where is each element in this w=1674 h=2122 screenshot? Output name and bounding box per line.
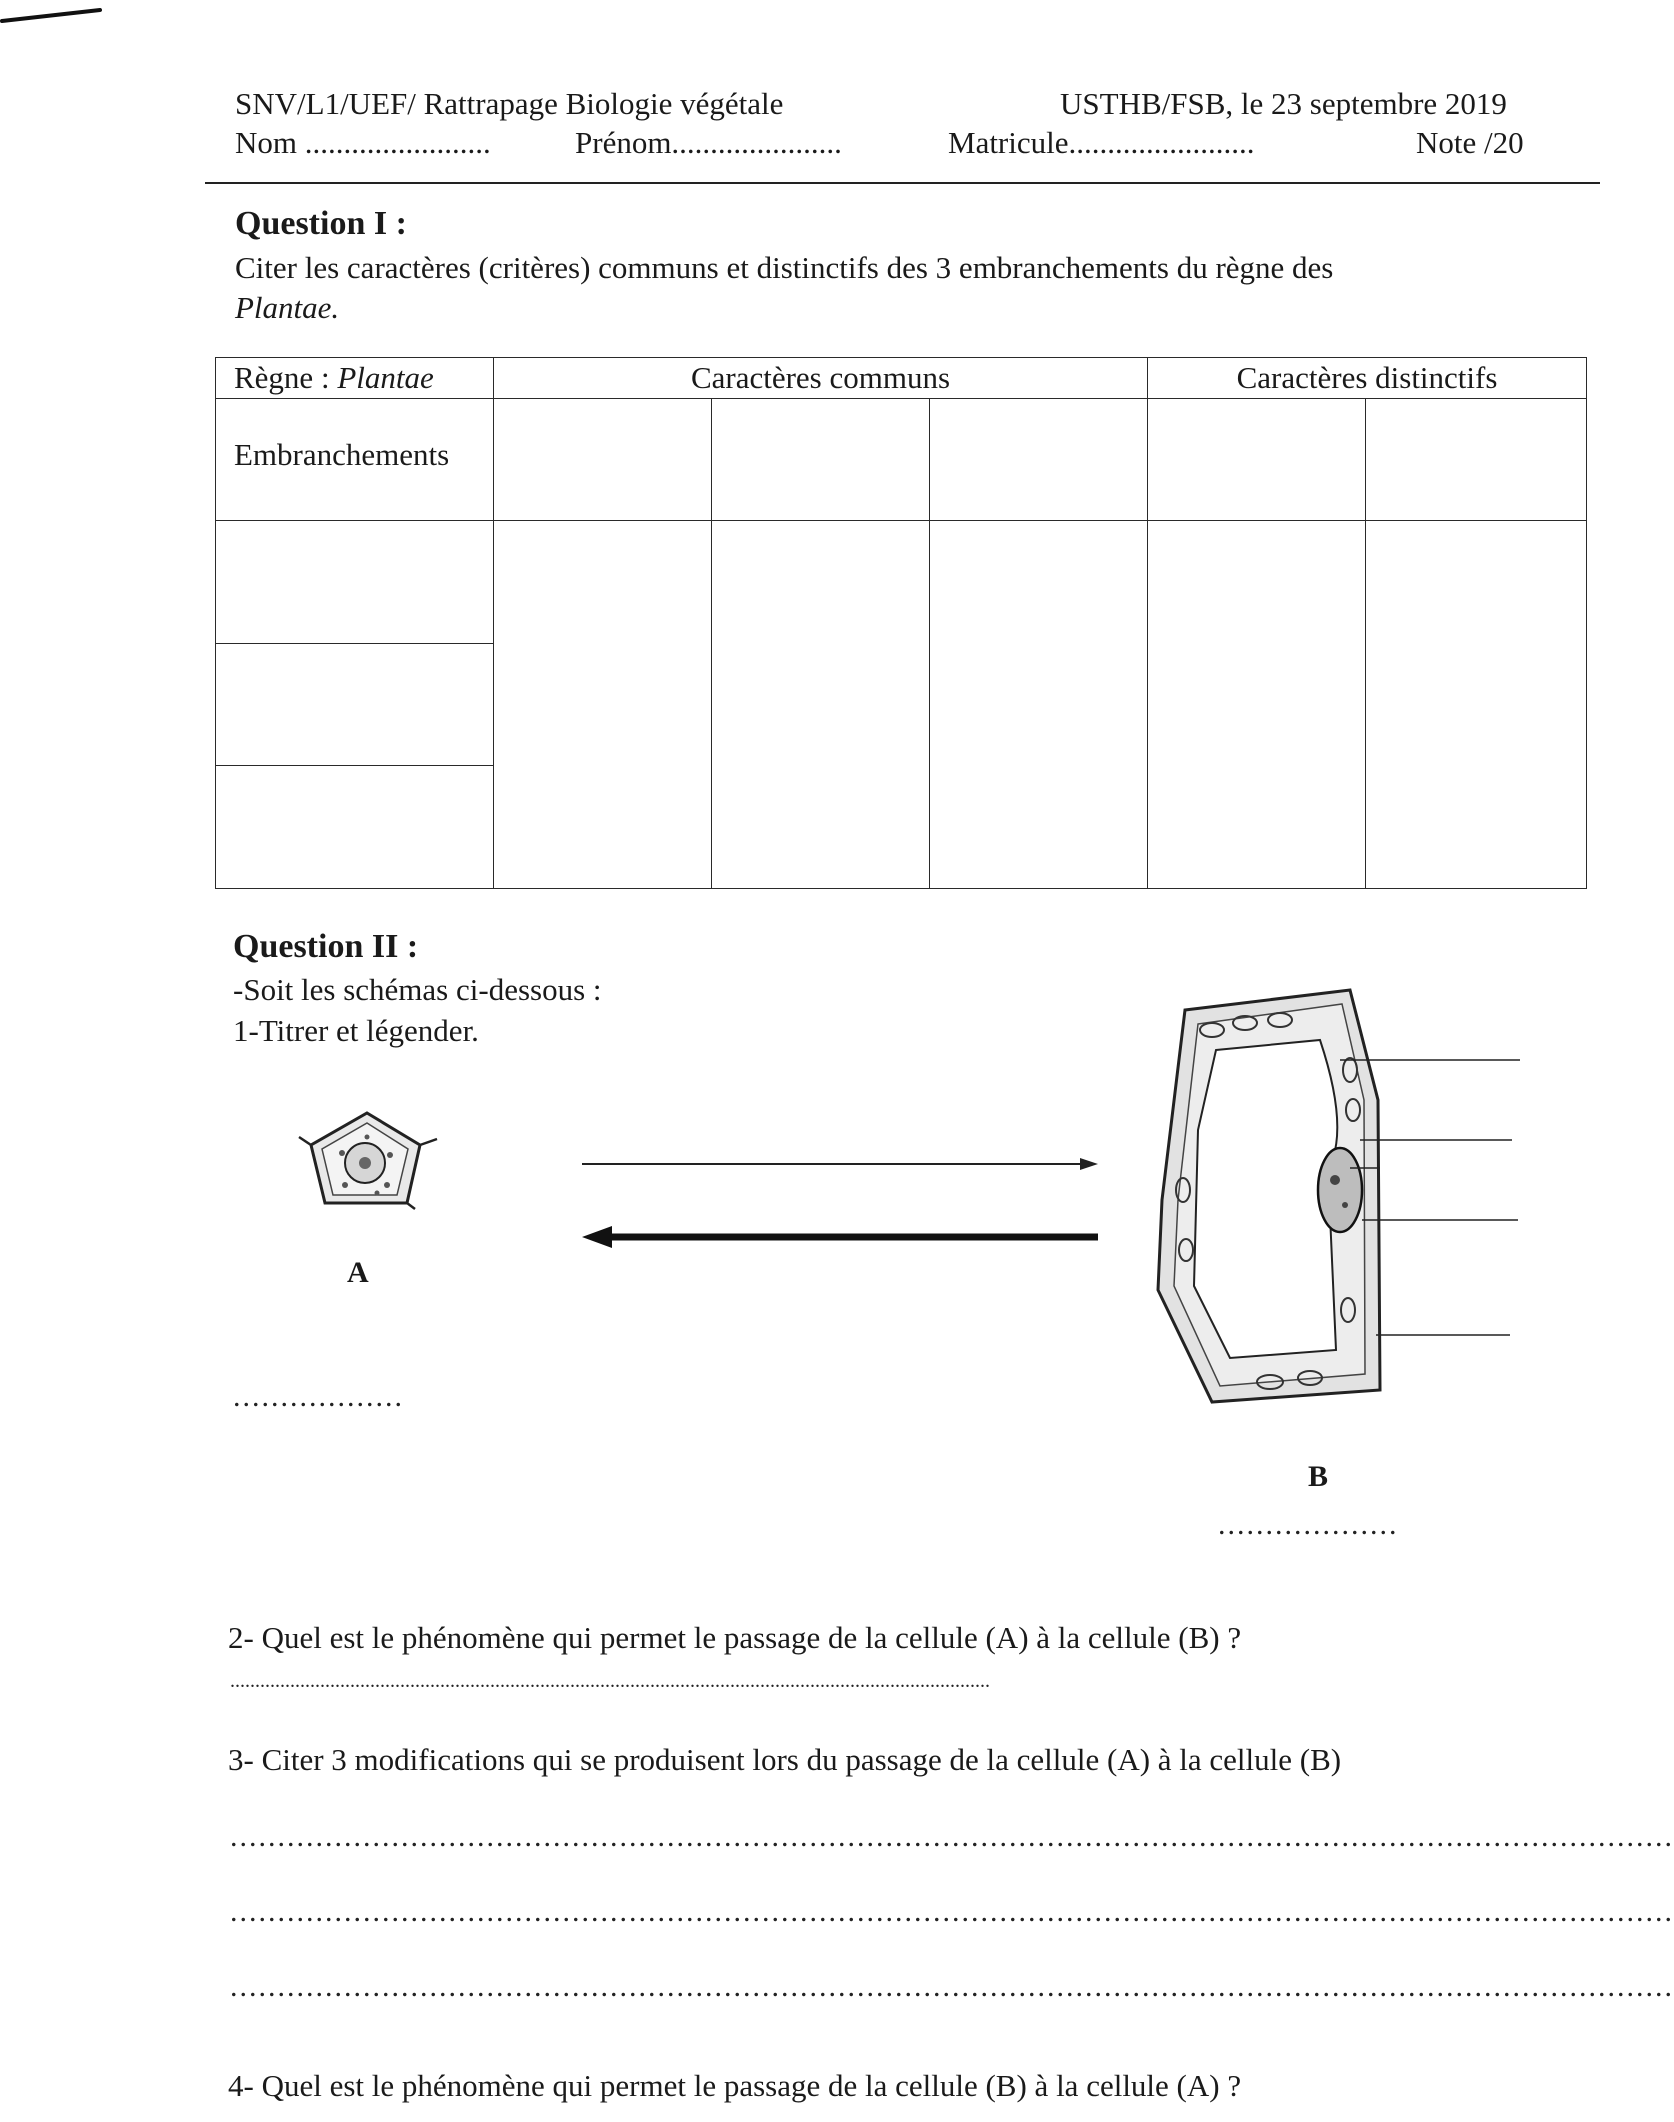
table-cell[interactable] bbox=[1366, 399, 1587, 521]
question-1-line-2: Plantae. bbox=[235, 290, 340, 325]
answer-line-q2[interactable]: ........................................................................................................................................................ bbox=[230, 1670, 990, 1692]
table-cell[interactable] bbox=[930, 399, 1148, 521]
table-cell[interactable] bbox=[494, 521, 712, 889]
question-2-2: 2- Quel est le phénomène qui permet le passage de la cellule (A) à la cellule (B) ? bbox=[228, 1620, 1242, 1655]
regne-label: Règne : bbox=[234, 360, 338, 395]
regne-cell bbox=[216, 358, 494, 399]
matricule-field: Matricule........................ bbox=[948, 125, 1255, 160]
prenom-field: Prénom...................... bbox=[575, 125, 842, 160]
pen-mark bbox=[0, 6, 105, 24]
embranchement-row-2[interactable] bbox=[216, 644, 493, 767]
embranchement-row-3[interactable] bbox=[216, 766, 493, 888]
embranchement-rows bbox=[216, 521, 494, 889]
plantae-table bbox=[215, 357, 1587, 889]
question-2-4: 4- Quel est le phénomène qui permet le passage de la cellule (B) à la cellule (A) ? bbox=[228, 2068, 1242, 2103]
table-cell[interactable] bbox=[494, 399, 712, 521]
cell-a-illustration bbox=[295, 1105, 445, 1215]
table-cell[interactable] bbox=[1148, 399, 1366, 521]
transition-arrows bbox=[580, 1150, 1100, 1250]
answer-b-title[interactable]: ................... bbox=[1218, 1508, 1399, 1541]
table-cell[interactable] bbox=[1148, 521, 1366, 889]
answer-line-q3-2[interactable]: ........................................................................................................................................................ bbox=[230, 1895, 1674, 1928]
col-header-distinctifs: Caractères distinctifs bbox=[1148, 358, 1587, 399]
cell-b-illustration bbox=[1150, 990, 1530, 1410]
regne-value: Plantae bbox=[337, 360, 434, 395]
question-2-sub-1: 1-Titrer et légender. bbox=[233, 1013, 479, 1048]
question-1-line-1: Citer les caractères (critères) communs et distinctifs des 3 embranchements du règne des bbox=[235, 250, 1334, 285]
question-1-title: Question I : bbox=[235, 205, 407, 242]
answer-a-title[interactable]: .................. bbox=[233, 1380, 404, 1413]
embranchements-label: Embranchements bbox=[216, 399, 494, 521]
label-b: B bbox=[1308, 1460, 1329, 1493]
label-a: A bbox=[347, 1256, 369, 1289]
institution-date: USTHB/FSB, le 23 septembre 2019 bbox=[1060, 86, 1507, 121]
nom-field: Nom ........................ bbox=[235, 125, 491, 160]
answer-line-q3-1[interactable]: ........................................................................................................................................................ bbox=[230, 1820, 1674, 1853]
table-cell[interactable] bbox=[712, 521, 930, 889]
embranchement-row-1[interactable] bbox=[216, 521, 493, 644]
table-cell[interactable] bbox=[712, 399, 930, 521]
course-header: SNV/L1/UEF/ Rattrapage Biologie végétale bbox=[235, 86, 784, 121]
col-header-communs: Caractères communs bbox=[494, 358, 1148, 399]
note-field: Note /20 bbox=[1416, 125, 1524, 160]
table-cell[interactable] bbox=[930, 521, 1148, 889]
question-2-3: 3- Citer 3 modifications qui se produisent lors du passage de la cellule (A) à la cellule (B) bbox=[228, 1742, 1342, 1777]
question-1-text bbox=[235, 248, 1333, 328]
question-2-intro: -Soit les schémas ci-dessous : bbox=[233, 972, 602, 1007]
header-divider bbox=[205, 182, 1600, 184]
answer-line-q3-3[interactable]: ........................................................................................................................................................ bbox=[230, 1970, 1674, 2003]
question-2-title: Question II : bbox=[233, 928, 419, 965]
table-cell[interactable] bbox=[1366, 521, 1587, 889]
